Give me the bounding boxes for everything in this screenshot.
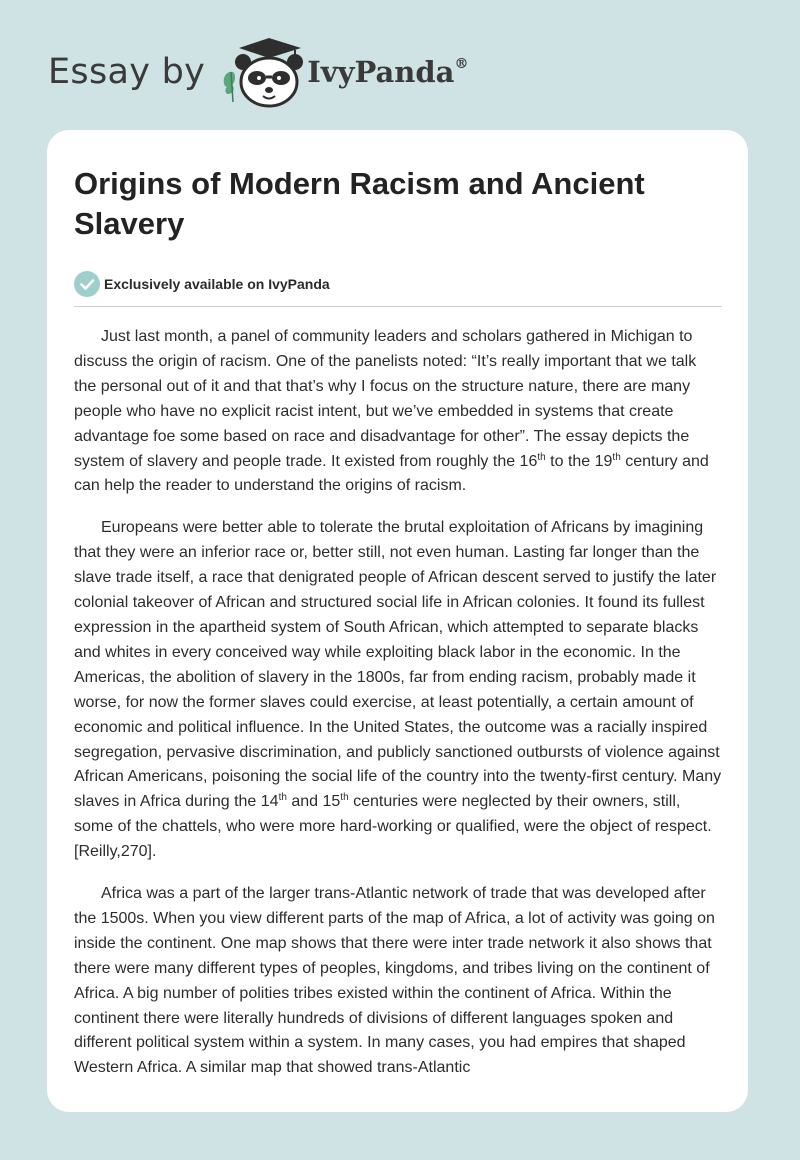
essay-body [74,325,722,1081]
essay-paragraph [74,882,722,1081]
ordinal-superscript: th [340,792,349,804]
brand-name: IvyPanda® [307,55,469,89]
essay-card [47,130,748,1112]
exclusive-label: Exclusively available on IvyPanda [104,276,330,292]
paragraph-text: Africa was a part of the larger trans-Atlantic network of trade that was developed after the 1500s. When you view different parts of the map of Africa, a lot of activity was going on inside the continent. One map shows that there were inter trade network it also shows that there were many different types of peoples, kingdoms, and tribes living on the continent of Africa. A big number of polities tribes existed within the continent of Africa. Within the continent there were literally hundreds of divisions of different languages spoken and different political system within a system. In many cases, you had empires that shaped Western Africa. A similar map that showed trans-Atlantic [74,885,715,1077]
paragraph-text: century and can help the reader to understand the origins of racism. [74,452,709,495]
essay-title: Origins of Modern Racism and Ancient Slavery [74,166,645,241]
panda-logo-icon [219,32,305,112]
paragraph-text: centuries were neglected by their owners, still, some of the chattels, who were more hard-working or qualified, were the object of respect. [Reilly,270]. [74,793,712,861]
paragraph-text: and 15 [286,793,341,811]
essay-by-label: Essay by [48,52,206,92]
paragraph-text: Europeans were better able to tolerate the brutal exploitation of Africans by imagining that they were an inferior race or, better still, not even human. Lasting far longer than the slave trade itself, a race that denigrated people of African descent served to justify the later colonial takeover of African and structured social life in African colonies. It found its fullest expression in the apartheid system of South African, which attempted to separate blacks and whites in every conceived way while exploiting black labor in the economic. In the Americas, the abolition of slavery in the 1800s, far from ending racism, probably made it worse, for now the former slaves could exercise, at least potentially, a certain amount of economic and political influence. In the United States, the outcome was a racially inspired segregation, pervasive discrimination, and publicly sanctioned outbursts of violence against African Americans, poisoning the social life of the country into the twenty-first century. Many slaves in Africa during the 14 [74,519,722,811]
essay-paragraph [74,325,722,499]
brand-header [48,32,468,112]
registered-mark: ® [454,56,469,72]
exclusive-badge [74,271,722,297]
ordinal-superscript: th [612,451,621,463]
paragraph-text: to the 19 [545,452,613,470]
essay-paragraph [74,516,722,865]
ordinal-superscript: th [537,451,546,463]
ordinal-superscript: th [278,792,287,804]
check-circle-icon [74,271,100,297]
divider [74,306,722,307]
paragraph-text: Just last month, a panel of community leaders and scholars gathered in Michigan to discuss the origin of racism. One of the panelists noted: “It’s really important that we talk the personal out of it and that that’s why I focus on the structure nature, there are many people who have no explicit racist intent, but we’ve embedded in systems that create advantage foe some based on race and disadvantage for other”. The essay depicts the system of slavery and people trade. It existed from roughly the 16 [74,328,697,470]
